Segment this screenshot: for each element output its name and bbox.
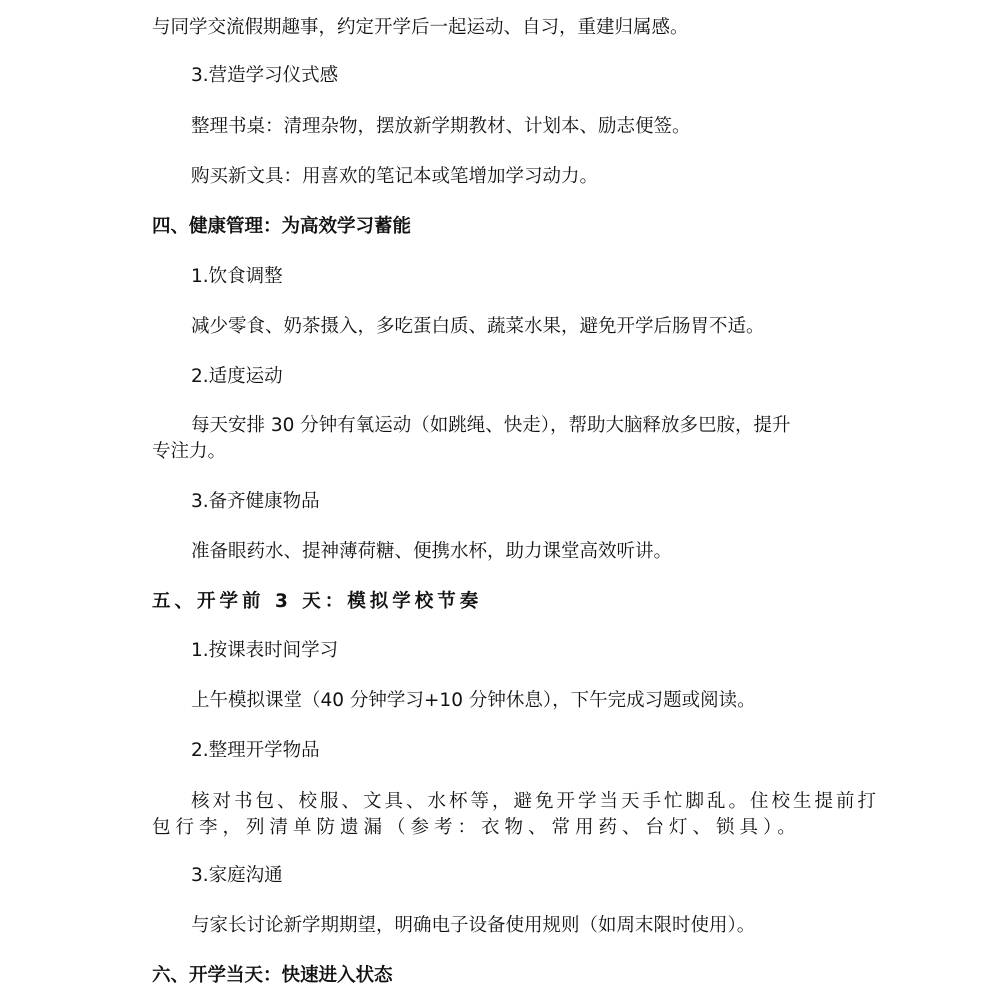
paragraph-supplies-continuation: 包行李，列清单防遗漏（参考：衣物、常用药、台灯、锁具）。: [152, 817, 801, 838]
paragraph-health-items: 准备眼药水、提神薄荷糖、便携水杯，助力课堂高效听讲。: [191, 541, 673, 562]
paragraph-exercise-continuation: 专注力。: [152, 441, 227, 462]
paragraph-stationery: 购买新文具：用喜欢的笔记本或笔增加学习动力。: [191, 166, 599, 187]
subheading-exercise: 2.适度运动: [191, 366, 283, 387]
paragraph-exercise: 每天安排 30 分钟有氧运动（如跳绳、快走），帮助大脑释放多巴胺，提升: [191, 415, 791, 436]
paragraph-diet: 减少零食、奶茶摄入，多吃蛋白质、蔬菜水果，避免开学后肠胃不适。: [191, 316, 765, 337]
subheading-diet: 1.饮食调整: [191, 266, 283, 287]
paragraph-family: 与家长讨论新学期期望，明确电子设备使用规则（如周末限时使用）。: [191, 915, 756, 936]
paragraph-continuation: 与同学交流假期趣事，约定开学后一起运动、自习，重建归属感。: [152, 17, 689, 38]
section-heading-first-day: 六、开学当天：快速进入状态: [152, 965, 393, 986]
subheading-family: 3.家庭沟通: [191, 865, 283, 886]
subheading-schedule: 1.按课表时间学习: [191, 640, 339, 661]
subheading-health-items: 3.备齐健康物品: [191, 491, 320, 512]
paragraph-supplies: 核对书包、校服、文具、水杯等，避免开学当天手忙脚乱。住校生提前打: [191, 791, 880, 812]
section-heading-three-days: 五、开学前 3 天：模拟学校节奏: [152, 591, 483, 612]
subheading-supplies: 2.整理开学物品: [191, 740, 320, 761]
section-heading-health: 四、健康管理：为高效学习蓄能: [152, 216, 412, 237]
paragraph-desk: 整理书桌：清理杂物，摆放新学期教材、计划本、励志便签。: [191, 116, 691, 137]
paragraph-schedule: 上午模拟课堂（40 分钟学习+10 分钟休息），下午完成习题或阅读。: [191, 690, 756, 711]
subheading-ritual: 3.营造学习仪式感: [191, 65, 339, 86]
